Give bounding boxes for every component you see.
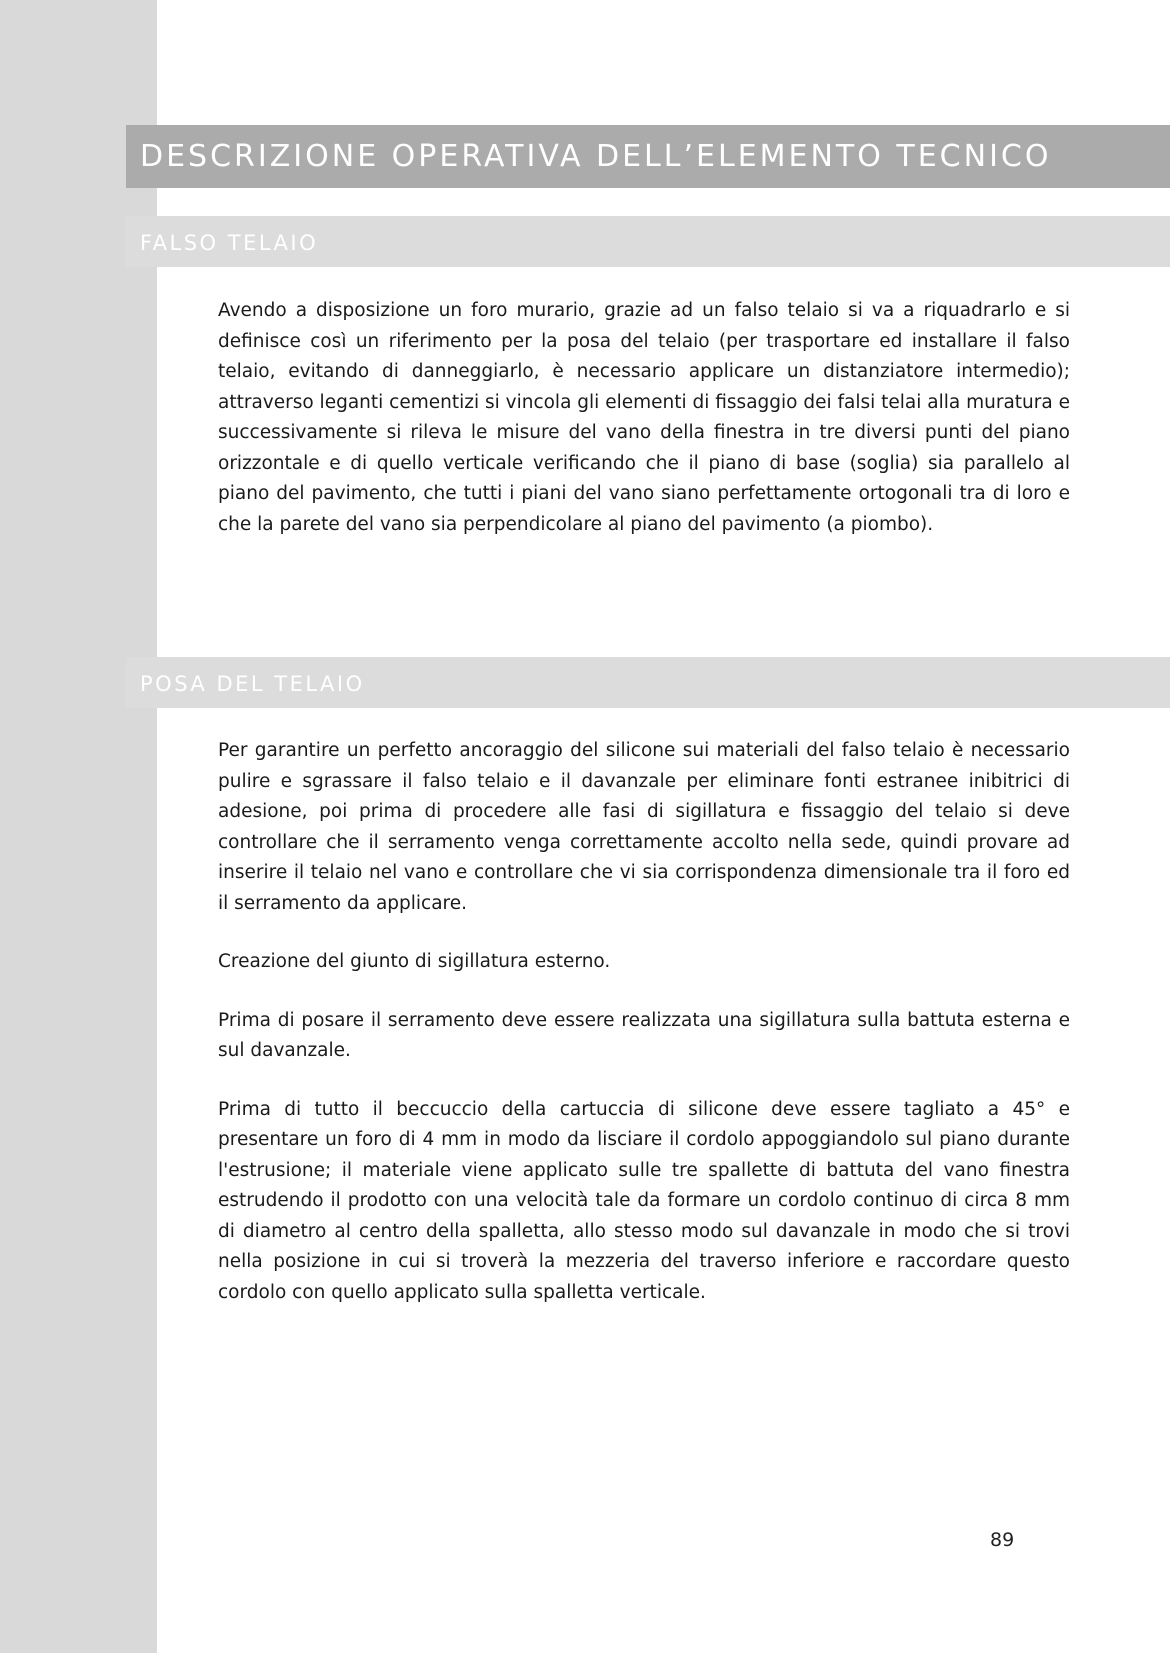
paragraph: Per garantire un perfetto ancoraggio del silicone sui materiali del falso telaio è necessario pulire e sgrassare il falso telaio e il davanzale per eliminare fonti estranee inibitrici di adesione, poi prima di procedere alle fasi di sigillatura e fissaggio del telaio si deve controllare che il serramento venga correttamente accolto nella sede, quindi provare ad inserire il telaio nel vano e controllare che vi sia corrispondenza dimensionale tra il foro ed il serramento da applicare. <box>218 740 1070 914</box>
section-header-posa-del-telaio <box>126 657 1170 708</box>
paragraph: Creazione del giunto di sigillatura esterno. <box>218 951 611 972</box>
paragraph: Prima di posare il serramento deve essere realizzata una sigillatura sulla battuta esterna e sul davanzale. <box>218 1009 1070 1061</box>
paragraph: Prima di tutto il beccuccio della cartuccia di silicone deve essere tagliato a 45° e presentare un foro di 4 mm in modo da lisciare il cordolo appoggiandolo sul piano durante l'estrusione; il materiale viene applicato sulle tre spallette di battuta del vano finestra estrudendo il prodotto con una velocità tale da formare un cordolo continuo di circa 8 mm di diametro al centro della spalletta, allo stesso modo sul davanzale in modo che si trovi nella posizione in cui si troverà la mezzeria del traverso inferiore e raccordare questo cordolo con quello applicato sulla spalletta verticale. <box>218 1098 1070 1303</box>
page-number: 89 <box>990 1529 1015 1551</box>
section-title: POSA DEL TELAIO <box>140 672 365 696</box>
paragraph: Avendo a disposizione un foro murario, grazie ad un falso telaio si va a riquadrarlo e si definisce così un riferimento per la posa del telaio (per trasportare ed installare il falso telaio, evitando di danneggiarlo, è necessario applicare un distanziatore intermedio); attraverso leganti cementizi si vincola gli elementi di fissaggio dei falsi telai alla muratura e successivamente si rileva le misure del vano della finestra in tre diversi punti del piano orizzontale e di quello verticale verificando che il piano di base (soglia) sia parallelo al piano del pavimento, che tutti i piani del vano siano perfettamente ortogonali tra di loro e che la parete del vano sia perpendicolare al piano del pavimento (a piombo). <box>218 300 1070 535</box>
page-title: DESCRIZIONE OPERATIVA DELL’ELEMENTO TECNICO <box>140 139 1052 174</box>
section-body-falso-telaio <box>218 296 1070 568</box>
section-header-falso-telaio <box>126 216 1170 267</box>
section-title: FALSO TELAIO <box>140 231 319 255</box>
section-body-posa-del-telaio <box>218 736 1070 1336</box>
main-title-bar <box>126 125 1170 188</box>
